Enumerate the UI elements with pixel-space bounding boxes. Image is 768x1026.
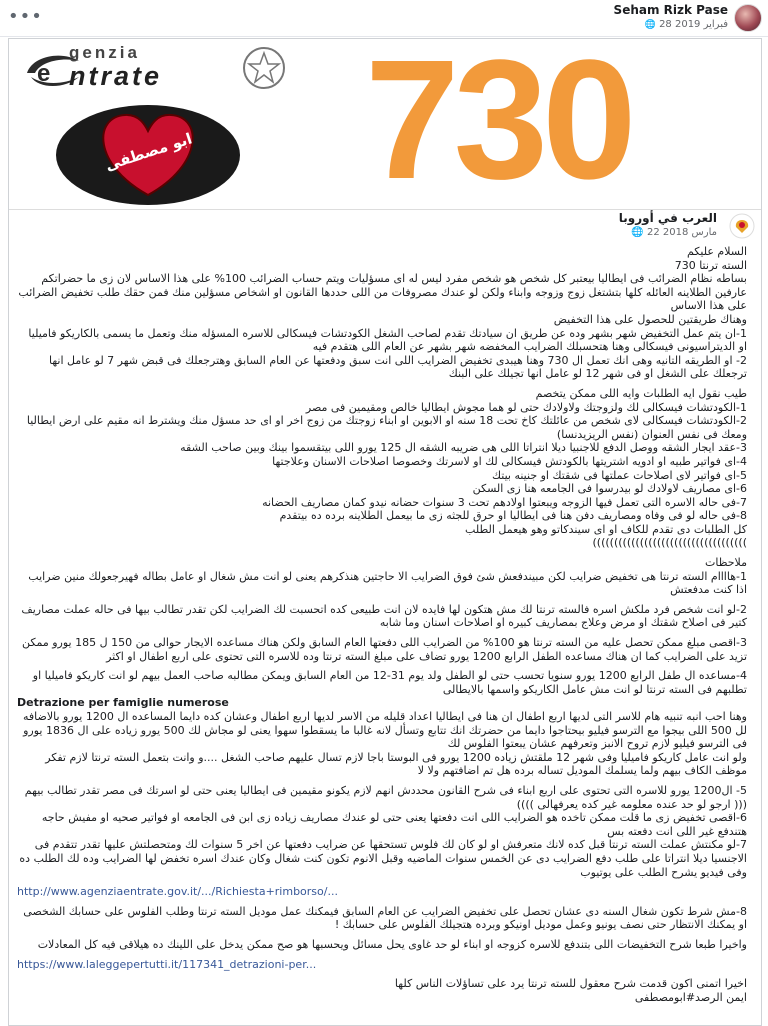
paragraph: 2- او الطريقه التانيه وهى انك تعمل ال 730 وهنا هيبدى تخفيض الضرايب اللى انت سبق ودفعتها عن العام السابق وهترجعلك فى قبض شهر 7 لو عامل انها ترجعلك على الشغل او فى شهر 12 لو عامل انها تجيلك على البنك — [48, 353, 747, 381]
paragraph: وهنا احب انبه تنبيه هام للاسر التى لديها اربع اطفال ان هنا فى ايطاليا اعداد قليله من الاسر لديها اربع اطفال وعشان كده دايما المساعده ال 1200 يورو بالاضافه لل 500 اللى بيجوا مع الترسو فيليو بيحتاجوا دايما من حضرتك انك تتابع وتسأل لانه غالبا ما يسقطوا سهوا يعنى لو مجاش لك 500 يورو زياده على ال 1836 يورو فى الترسو فيليو لازم تروح الانبز وتعرفهم عشان يبعتوا الفلوس لك — [22, 710, 747, 751]
author-block — [614, 3, 728, 30]
link-laleggepertutti[interactable]: https://www.laleggepertutti.it/117341_detrazioni-per... — [17, 957, 317, 971]
list-item: 2-لو انت شخص فرد ملكش اسره فالسته ترنتا لك مش هتكون لها فايده لان انت طبيعى كده اتحسبت لك الضرايب لكن تقدر تطالب بيها فى حاله عملت مصاريف كتير فى اصلاح شقتك او مرض وعلاج بمصاريف كبيره او اصلاحات اسنان وما شابه — [21, 602, 747, 630]
author-avatar[interactable] — [734, 4, 762, 32]
paragraph: 1-ان يتم عمل التخفيض شهر بشهر وده عن طريق ان سيادتك تقدم لصاحب الشغل الكودتشات فيسكالى للاسره المسؤله منك وتعمل ما يسمى بالكاريكو فاميليا او الديتراسيونى فيسكالى وهنا هتحسبلك الضرايب المخفضه شهر بشهر عن العام اللى هتقدم فيه — [28, 326, 747, 354]
list-item: 6-اقصى تخفيض زى ما قلت ممكن تاخده هو الضرايب اللى انت دفعتها يعنى حتى لو عندك مصاريف زياده زى ابن فى الجامعه او فواتير صحيه او مفيش حاجه هتندفع غير اللى انت دفعته بس — [41, 811, 747, 838]
big-number-730: 730 — [365, 39, 631, 210]
list-item: 8-فى حاله لو فى وفاه ومصاريف دفن هنا فى ايطاليا او حرق للجثه زى ما بيعمل الطلاينه برده ده بيتقدم — [279, 509, 747, 523]
globe-icon: 🌐 — [644, 20, 656, 30]
list-item: 1-هاااام السته ترنتا هى تخفيض ضرايب لكن مبيندفعش شئ فوق الضرايب الا حاجتين هنذكرهم يعنى لو انت مش شغال او عامل بطاله فهيرجعولك منين ضرايب اذا كنت مدفعتش — [28, 569, 747, 597]
list-item: 7-لو مكنتش عملت السته ترنتا قبل كده لانك متعرفش او لو كان لك فلوس تستحقها عن ضرايب دفعتها عن اخر 5 سنوات لك ومتحصلتش عليها تقدر تتقدم فى الاجنسيا ديلا انتراتا على طلب دفع الضرايب دى عن الخمس سنوات الماضيه وقبل الانوم تكون كنت شغال وكان عندك اسره تخفض لها الضرايب وده لك الطلب ده وفى فيديو يشرح الطلب على يوتيوب — [19, 838, 747, 879]
list-item: 2-الكودتشات فيسكالى لاى شخص من عائلتك كاخ تحت 18 سنه او الابوين او ابناء زوجتك من زوج اخر او اى حد مسؤل منك ويشترط انه مقيم على ارض ايطاليا ومعك فى نفس العنوان (نفس الريزيدنسا) — [26, 414, 747, 441]
list-item: 3-عقد ايجار الشقه ووصل الدفع للاجنبيا ديلا انتراتا اللى هى ضريبه الشقه ال 125 يورو اللى بيتقسموا بينك وبين صاحب الشقه — [180, 441, 747, 455]
agenzia-entrate-logo — [23, 43, 283, 97]
more-options-button[interactable]: ••• — [8, 6, 43, 27]
separator: )))))))))))))))))))))))))))))))))))) — [592, 536, 747, 550]
paragraph: السته ترنتا 730 — [674, 258, 747, 272]
paragraph: طيب نقول ايه الطلبات وايه اللى ممكن يتخصم — [535, 386, 747, 400]
repost-date[interactable]: 22 مارس 2018 — [647, 227, 717, 238]
paragraph: كل الطلبات دى تقدم للكاف او اى سيندكاتو وهو هيعمل الطلب — [465, 522, 747, 536]
repost-author[interactable]: العرب في أوروبا — [618, 211, 717, 225]
post-date-row — [614, 19, 728, 30]
paragraph: السلام عليكم — [686, 245, 747, 258]
link-agenzia[interactable]: http://www.agenziaentrate.gov.it/.../Richiesta+rimborso/... — [17, 885, 338, 899]
paragraph: وهناك طريقتين للحصول على هذا التخفيض — [553, 312, 747, 326]
post-header — [0, 0, 768, 37]
heart-text: ابو مصطفى — [103, 129, 195, 175]
paragraph: ملاحظات — [705, 556, 747, 570]
list-item: 6-اى مصاريف لاولادك لو بيدرسوا فى الجامعه هنا زى السكن — [472, 482, 747, 496]
list-item: 4-اى فواتير طبيه او ادويه اشتريتها بالكودتش فيسكالى لك او لاسرتك وخصوصا اصلاحات الاسنان وعلاجتها — [272, 454, 747, 468]
globe-icon: 🌐 — [631, 227, 644, 238]
paragraph-latin: Detrazione per famiglie numerose — [17, 696, 229, 710]
repost-avatar[interactable] — [729, 213, 755, 239]
post-image[interactable] — [9, 39, 761, 210]
paragraph: اخيرا اتمنى اكون قدمت شرح معقول للسته ترنتا يرد على تساؤلات الناس كلها — [394, 977, 747, 991]
logo-text-bottom: ntrate — [69, 61, 163, 91]
list-item: 5-اى فواتير لاى اصلاحات عملتها فى شقتك او جنينه بيتك — [492, 468, 747, 482]
svg-text:e: e — [37, 60, 51, 87]
heart-logo-icon — [53, 95, 243, 207]
paragraph: ايمن الرصد#ابومصطفى — [634, 990, 747, 1004]
republic-seal-icon — [241, 45, 287, 91]
repost-date-row — [631, 227, 717, 238]
paragraph: ولو انت عامل كاريكو فاميليا وفى شهر 12 ملقتش زياده 1200 يورو فى البوستا باجا لازم تسال عليهم صاحب الشغل ....و وانت بتعمل السته ترنتا لازم تفكر موظف الكاف بيهم ولما يسلمك الموديل تساله برده هل تم اضافتهم ولا لا — [45, 750, 747, 778]
post-body — [17, 245, 747, 1004]
paragraph: واخيرا طبعا شرح التخفيضات اللى بتندفع للاسره كزوجه او ابناء لو حد غاوى يحل مسائل ويحسبها هو صح ممكن يدخل على اللينك ده هيلاقى فيه كل المعادلات — [37, 937, 747, 951]
list-item: 8-مش شرط تكون شغال السنه دى عشان تحصل على تخفيض الضرايب عن العام السابق فيمكنك عمل موديل السته ترنتا وطلب الفلوس على حسابك الشخصى او يمكنك الانتظار حتى نصف يونيو وعمل موديل اونيكو وبرده هتجيلك الفلوس على حسابك ! — [23, 904, 747, 932]
logo-text-top: genzia — [69, 43, 140, 62]
list-item: 4-مساعده ال طفل الرابع 1200 يورو سنويا تحسب حتى لو الطفل ولد يوم 31-12 من العام السابق ويمكن مطالبه صاحب العمل بيهم لو انت كاريكو فاميليا او تطلبهم فى السته ترنتا لو انت مش عامل الكاريكو واسمها بالايطالى — [32, 669, 747, 696]
list-item: 5- ال1200 يورو للاسره التى تحتوى على اربع ابناء فى شرح القانون محددش انهم لازم يكونو مقيمين فى ايطاليا يعنى حتى لو اسرتك فى مصر تقدر تطالب بيهم ((( ارجو لو حد عنده معلومه غير كده يعرفهالى )))) — [24, 783, 747, 811]
repost-header — [9, 211, 761, 245]
paragraph: بساطه نظام الضرائب فى ايطاليا بيعتبر كل شخص هو شخص مفرد ليس له اى مسؤليات ويتم حساب الضرائب 100% على هذا الاساس لان زى ما حضراتكم عارفين الطلاينه العائله كلها بتشتغل زوج وزوجه وابناء ولكن لو عندك مصروفات من اللى حددها القانون او اشخاص مسؤلين منك فمن حقك طلب تخفيض الضرائب على هذا الاساس — [18, 272, 747, 313]
shared-post — [8, 38, 762, 1026]
list-item: 1-الكودتشات فيسكالى لك ولزوجتك ولاولادك حتى لو هما مجوش ايطاليا خالص ومقيمين فى مصر — [305, 400, 747, 414]
author-name[interactable]: Seham Rizk Pase — [613, 3, 728, 17]
post-date[interactable]: 28 فبراير 2019 — [659, 19, 728, 30]
list-item: 7-فى حاله الاسره التى تعمل فيها الزوجه ويبعتوا اولادهم تحت 3 سنوات حضانه نيدو كمان مصاريف الحضانه — [262, 495, 747, 509]
list-item: 3-اقصى مبلغ ممكن تحصل عليه من السته ترنتا هو 100% من الضرايب اللى دفعتها العام السابق ولكن هناك مساعده الايجار حوالى من 150 ل 185 يورو ممكن تزيد على الضرايب كما ان هناك مساعده الطفل الرابع 1200 يورو تضاف على مبلغ السته ترنتا وده للاسره التى تحتوى على اربع اطفال او اكثر — [22, 636, 747, 663]
